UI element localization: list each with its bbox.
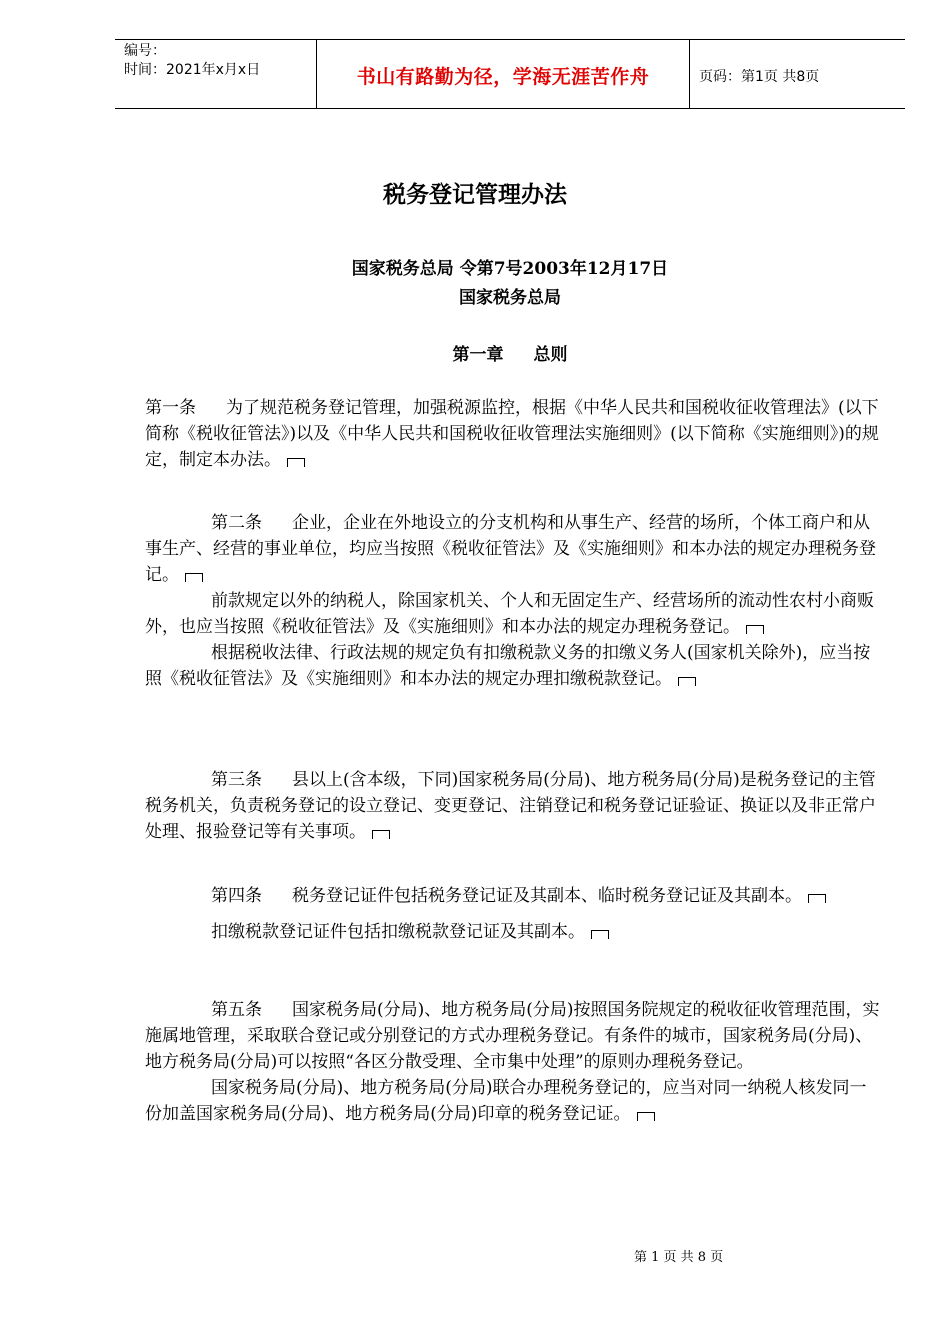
- paragraph-mark-icon: [637, 1112, 655, 1121]
- article-5: [145, 997, 880, 1127]
- article-text: 国家税务局(分局)、地方税务局(分局)按照国务院规定的税收征收管理范围，实施属地管理，采取联合登记或分别登记的方式办理税务登记。有条件的城市，国家税务局(分局)、地方税务局(分局)可以按照“各区分散受理、全市集中处理”的原则办理税务登记。: [145, 1000, 880, 1072]
- article-text: 税务登记证件包括税务登记证及其副本、临时税务登记证及其副本。: [292, 886, 802, 906]
- article-paragraph: 扣缴税款登记证件包括扣缴税款登记证及其副本。: [211, 922, 585, 942]
- article-label: 第一条: [145, 398, 196, 418]
- article-label: 第三条: [211, 770, 262, 790]
- article-1: [145, 395, 880, 473]
- page-footer: 第 1 页 共 8 页: [634, 1250, 724, 1265]
- issuer: 国家税务总局: [459, 288, 561, 308]
- paragraph-mark-icon: [591, 930, 609, 939]
- paragraph-mark-icon: [808, 894, 826, 903]
- paragraph-mark-icon: [746, 625, 764, 634]
- header-number: 编号：: [124, 43, 166, 59]
- article-text: 为了规范税务登记管理，加强税源监控，根据《中华人民共和国税收征收管理法》(以下简称《税收征管法》)以及《中华人民共和国税收征收管理法实施细则》(以下简称《实施细则》)的规定，制定本办法。: [145, 398, 879, 470]
- paragraph-mark-icon: [372, 830, 390, 839]
- chapter-heading: [0, 340, 950, 365]
- article-text: 县以上(含本级，下同)国家税务局(分局)、地方税务局(分局)是税务登记的主管税务机关，负责税务登记的设立登记、变更登记、注销登记和税务登记证验证、换证以及非正常户处理、报验登记等有关事项。: [145, 770, 876, 842]
- article-4: [145, 883, 880, 945]
- issuer-line: 国家税务总局 令第7号2003年12月17日: [351, 259, 669, 279]
- header-page-number: 页码：第1页 共8页: [699, 69, 820, 85]
- article-3: [145, 767, 880, 845]
- article-paragraph: 根据税收法律、行政法规的规定负有扣缴税款义务的扣缴义务人(国家机关除外)，应当按照《税收征管法》及《实施细则》和本办法的规定办理扣缴税款登记。: [145, 643, 871, 689]
- header-time: 时间：2021年x月x日: [124, 62, 261, 78]
- article-paragraph: 国家税务局(分局)、地方税务局(分局)联合办理税务登记的，应当对同一纳税人核发同一份加盖国家税务局(分局)、地方税务局(分局)印章的税务登记证。: [145, 1078, 867, 1124]
- paragraph-mark-icon: [678, 677, 696, 686]
- paragraph-mark-icon: [185, 573, 203, 582]
- article-label: 第四条: [211, 886, 262, 906]
- article-label: 第五条: [211, 1000, 262, 1020]
- header-motto: 书山有路勤为径，学海无涯苦作舟: [356, 66, 650, 88]
- article-text: 企业，企业在外地设立的分支机构和从事生产、经营的场所，个体工商户和从事生产、经营的事业单位，均应当按照《税收征管法》及《实施细则》和本办法的规定办理税务登记。: [145, 513, 876, 585]
- document-title: 税务登记管理办法: [383, 181, 567, 208]
- page-header: [115, 39, 905, 109]
- chapter-number: 第一章: [452, 345, 504, 365]
- article-2: [145, 510, 880, 692]
- header-meta: [124, 42, 260, 80]
- article-paragraph: 前款规定以外的纳税人，除国家机关、个人和无固定生产、经营场所的流动性农村小商贩外，也应当按照《税收征管法》及《实施细则》和本办法的规定办理税务登记。: [145, 591, 874, 637]
- chapter-title: 总则: [533, 345, 568, 365]
- paragraph-mark-icon: [287, 458, 305, 467]
- article-label: 第二条: [211, 513, 262, 533]
